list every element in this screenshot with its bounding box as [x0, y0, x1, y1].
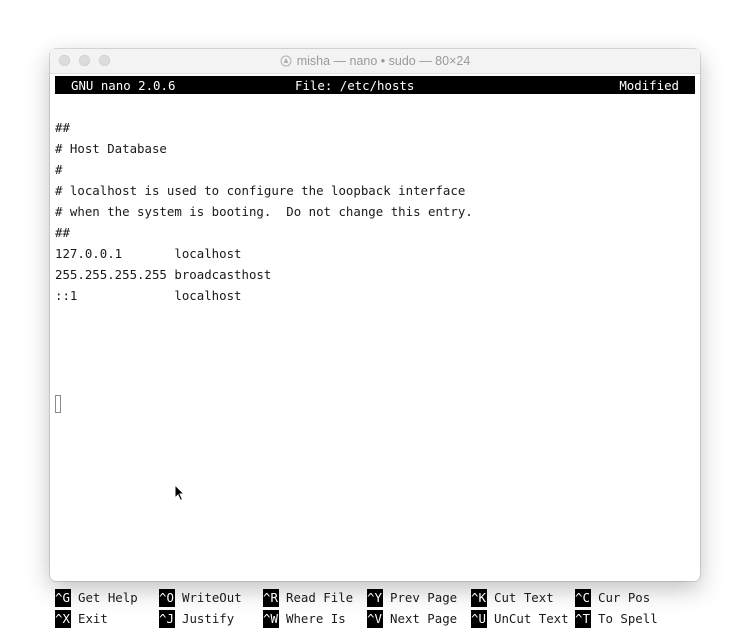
- file-line: # when the system is booting. Do not change this entry.: [55, 204, 473, 219]
- file-line: ##: [55, 225, 70, 240]
- shortcut-justify[interactable]: [159, 610, 234, 628]
- modified-status: Modified: [619, 78, 679, 93]
- nano-header-bar: [55, 76, 695, 94]
- nano-version: GNU nano 2.0.6: [71, 78, 176, 93]
- text-cursor: [55, 395, 61, 413]
- shortcut-label: Next Page: [390, 611, 458, 626]
- shortcut-label: Where Is: [286, 611, 346, 626]
- shortcut-key: ^O: [159, 590, 174, 605]
- shortcut-get-help[interactable]: [55, 589, 138, 607]
- terminal-window: [50, 49, 700, 626]
- shortcut-key: ^T: [575, 611, 590, 626]
- shortcut-key: ^R: [263, 590, 278, 605]
- title-bar[interactable]: [50, 49, 700, 74]
- file-line: 255.255.255.255 broadcasthost: [55, 267, 272, 282]
- shortcut-label: UnCut Text: [494, 611, 569, 626]
- file-name: File: /etc/hosts: [295, 78, 415, 93]
- shortcut-label: Cur Pos: [598, 590, 651, 605]
- shortcut-exit[interactable]: [55, 610, 108, 628]
- file-line: # Host Database: [55, 141, 167, 156]
- shortcut-key: ^G: [55, 590, 70, 605]
- shortcut-cur-pos[interactable]: [575, 589, 650, 607]
- shortcut-key: ^W: [263, 611, 278, 626]
- shortcut-label: Exit: [78, 611, 108, 626]
- file-line: ::1 localhost: [55, 288, 242, 303]
- shortcut-label: To Spell: [598, 611, 658, 626]
- file-line: 127.0.0.1 localhost: [55, 246, 242, 261]
- file-line: # localhost is used to configure the loopback interface: [55, 183, 466, 198]
- terminal-profile-icon: [280, 55, 292, 67]
- shortcut-label: Cut Text: [494, 590, 554, 605]
- terminal-content[interactable]: [50, 74, 700, 626]
- shortcut-label: Read File: [286, 590, 354, 605]
- window-title: misha — nano • sudo — 80×24: [296, 54, 471, 68]
- shortcut-writeout[interactable]: [159, 589, 242, 607]
- shortcut-label: Get Help: [78, 590, 138, 605]
- file-line: #: [55, 162, 63, 177]
- shortcut-label: Justify: [182, 611, 235, 626]
- shortcut-uncut-text[interactable]: [471, 610, 569, 628]
- shortcut-to-spell[interactable]: [575, 610, 658, 628]
- shortcut-key: ^J: [159, 611, 174, 626]
- shortcut-key: ^X: [55, 611, 70, 626]
- shortcut-read-file[interactable]: [263, 589, 353, 607]
- shortcut-prev-page[interactable]: [367, 589, 457, 607]
- shortcut-key: ^C: [575, 590, 590, 605]
- shortcut-key: ^Y: [367, 590, 382, 605]
- shortcut-key: ^U: [471, 611, 486, 626]
- shortcut-key: ^K: [471, 590, 486, 605]
- shortcut-label: Prev Page: [390, 590, 458, 605]
- mouse-pointer-icon: [174, 484, 186, 502]
- shortcut-cut-text[interactable]: [471, 589, 554, 607]
- shortcut-key: ^V: [367, 611, 382, 626]
- shortcut-next-page[interactable]: [367, 610, 457, 628]
- file-line: ##: [55, 120, 70, 135]
- window-title-wrap: [50, 49, 700, 73]
- shortcut-where-is[interactable]: [263, 610, 346, 628]
- shortcut-label: WriteOut: [182, 590, 242, 605]
